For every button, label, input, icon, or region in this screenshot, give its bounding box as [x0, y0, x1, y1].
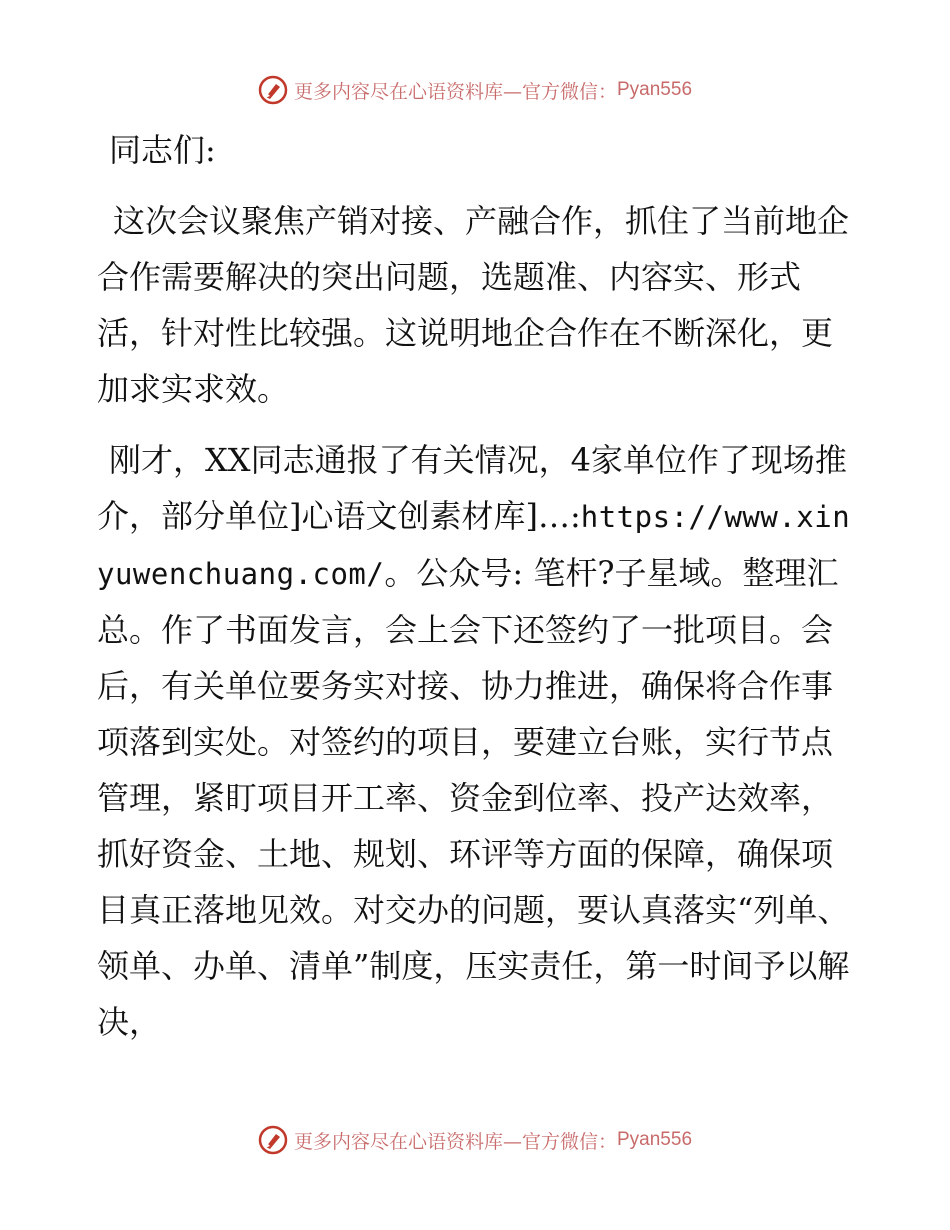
paragraph-2-url: https://www.xinyuwenchuang.com/ — [97, 500, 851, 591]
pen-nib-logo-icon — [258, 1125, 288, 1155]
pen-nib-logo-icon — [258, 75, 288, 105]
banner-wechat-id: Pyan556 — [617, 1129, 693, 1150]
paragraph-2-text-a: 刚才，XX同志通报了有关情况，4家单位作了现场推介，部分单位]心语文创素材库]…: — [97, 441, 847, 535]
paragraph-2 — [97, 432, 857, 1050]
greeting: 同志们: — [109, 131, 216, 169]
footer-watermark-banner — [0, 1120, 950, 1160]
header-watermark-banner — [0, 70, 950, 110]
paragraph-1: 这次会议聚焦产销对接、产融合作，抓住了当前地企合作需要解决的突出问题，选题准、内容实、形式活，针对性比较强。这说明地企合作在不断深化，更加求实求效。 — [97, 202, 850, 408]
paragraph-2-text-b: 。公众号: 笔杆?子星域。整理汇总。作了书面发言，会上会下还签约了一批项目。会后，有关单位要务实对接、协力推进，确保将合作事项落到实处。对签约的项目，要建立台账，实行节点管理，紧盯项目开工率、资金到位率、投产达效率，抓好资金、土地、规划、环评等方面的保障，确保项目真正落地见效。对交办的问题，要认真落实“列单、领单、办单、清单”制度，压实责任，第一时间予以解决， — [97, 554, 850, 1041]
banner-text: 更多内容尽在心语资料库—官方微信： — [293, 1130, 617, 1153]
banner-text: 更多内容尽在心语资料库—官方微信： — [293, 80, 617, 103]
document-body — [97, 122, 857, 1050]
banner-wechat-id: Pyan556 — [617, 79, 693, 100]
